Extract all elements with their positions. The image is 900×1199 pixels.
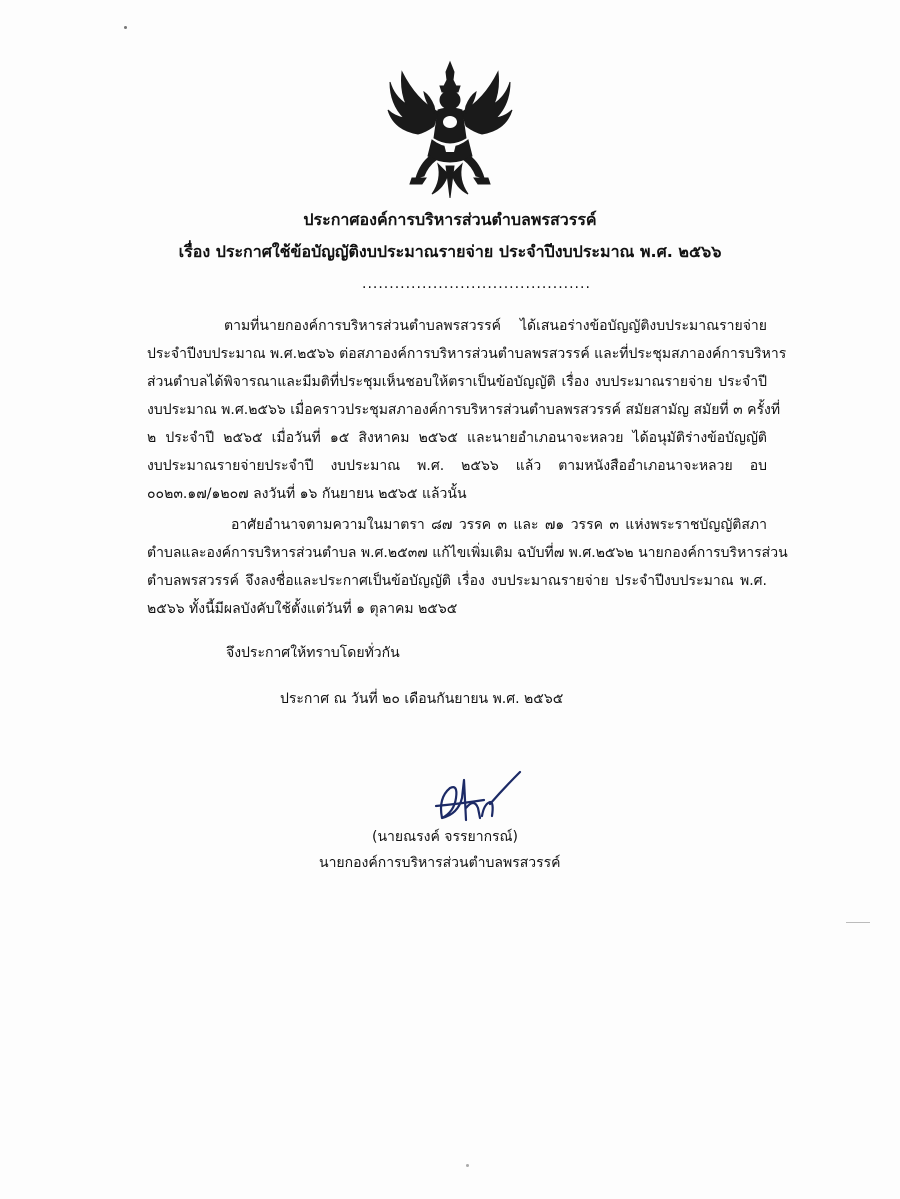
announcement-date: ประกาศ ณ วันที่ ๒๐ เดือนกันยายน พ.ศ. ๒๕๖๕: [280, 691, 564, 707]
paragraph-line: ตำบลและองค์การบริหารส่วนตำบล พ.ศ.๒๕๓๗ แก้ไขเพิ่มเติม ฉบับที่๗ พ.ศ.๒๕๖๒ นายกองค์การบริหารส่วน: [147, 545, 788, 561]
garuda-emblem-icon: [386, 60, 514, 200]
paragraph-line: ๒๕๖๖ ทั้งนี้มีผลบังคับใช้ตั้งแต่วันที่ ๑ ตุลาคม ๒๕๖๕: [147, 601, 458, 617]
signer-name: (นายณรงค์ จรรยากรณ์): [372, 829, 519, 845]
closing-statement: จึงประกาศให้ทราบโดยทั่วกัน: [226, 645, 400, 661]
paragraph-line: ประจำปีงบประมาณ พ.ศ.๒๕๖๖ ต่อสภาองค์การบริหารส่วนตำบลพรสวรรค์ และที่ประชุมสภาองค์การบริหาร: [147, 346, 787, 362]
handwritten-signature-icon: [428, 768, 528, 830]
body-paragraph-2: [147, 511, 788, 623]
paragraph-line: ตำบลพรสวรรค์ จึงลงชื่อและประกาศเป็นข้อบัญญัติ เรื่อง งบประมาณรายจ่าย ประจำปีงบประมาณ พ.ศ.: [147, 573, 767, 589]
body-paragraph-1: [147, 312, 787, 508]
paragraph-line: ส่วนตำบลได้พิจารณาและมีมติที่ประชุมเห็นชอบให้ตราเป็นข้อบัญญัติ เรื่อง งบประมาณรายจ่าย ประจำปี: [147, 374, 767, 390]
title-divider: ..........................................: [362, 276, 591, 292]
paragraph-line: ตามที่นายกองค์การบริหารส่วนตำบลพรสวรรค์ ได้เสนอร่างข้อบัญญัติงบประมาณรายจ่าย: [224, 318, 767, 334]
paragraph-line: งบประมาณรายจ่ายประจำปี งบประมาณ พ.ศ. ๒๕๖๖ แล้ว ตามหนังสืออำเภอนาจะหลวย อบ: [147, 458, 767, 474]
scan-speck: [124, 26, 127, 29]
scan-speck: [846, 922, 870, 923]
paragraph-line: งบประมาณ พ.ศ.๒๕๖๖ เมื่อคราวประชุมสภาองค์การบริหารส่วนตำบลพรสวรรค์ สมัยสามัญ สมัยที่ ๓ ครั้งที่: [147, 402, 781, 418]
paragraph-line: อาศัยอำนาจตามความในมาตรา ๘๗ วรรค ๓ และ ๗๑ วรรค ๓ แห่งพระราชบัญญัติสภา: [231, 517, 767, 533]
signer-position: นายกองค์การบริหารส่วนตำบลพรสวรรค์: [319, 855, 561, 871]
document-title: ประกาศองค์การบริหารส่วนตำบลพรสวรรค์: [303, 210, 597, 229]
paragraph-line: ๒ ประจำปี ๒๕๖๕ เมื่อวันที่ ๑๕ สิงหาคม ๒๕๖๕ และนายอำเภอนาจะหลวย ได้อนุมัติร่างข้อบัญญัติ: [147, 430, 767, 446]
scan-speck: [466, 1164, 469, 1167]
document-subject: เรื่อง ประกาศใช้ข้อบัญญัติงบประมาณรายจ่าย ประจำปีงบประมาณ พ.ศ. ๒๕๖๖: [178, 242, 722, 261]
paragraph-line: ๐๐๒๓.๑๗/๑๒๐๗ ลงวันที่ ๑๖ กันยายน ๒๕๖๕ แล้วนั้น: [147, 486, 467, 502]
